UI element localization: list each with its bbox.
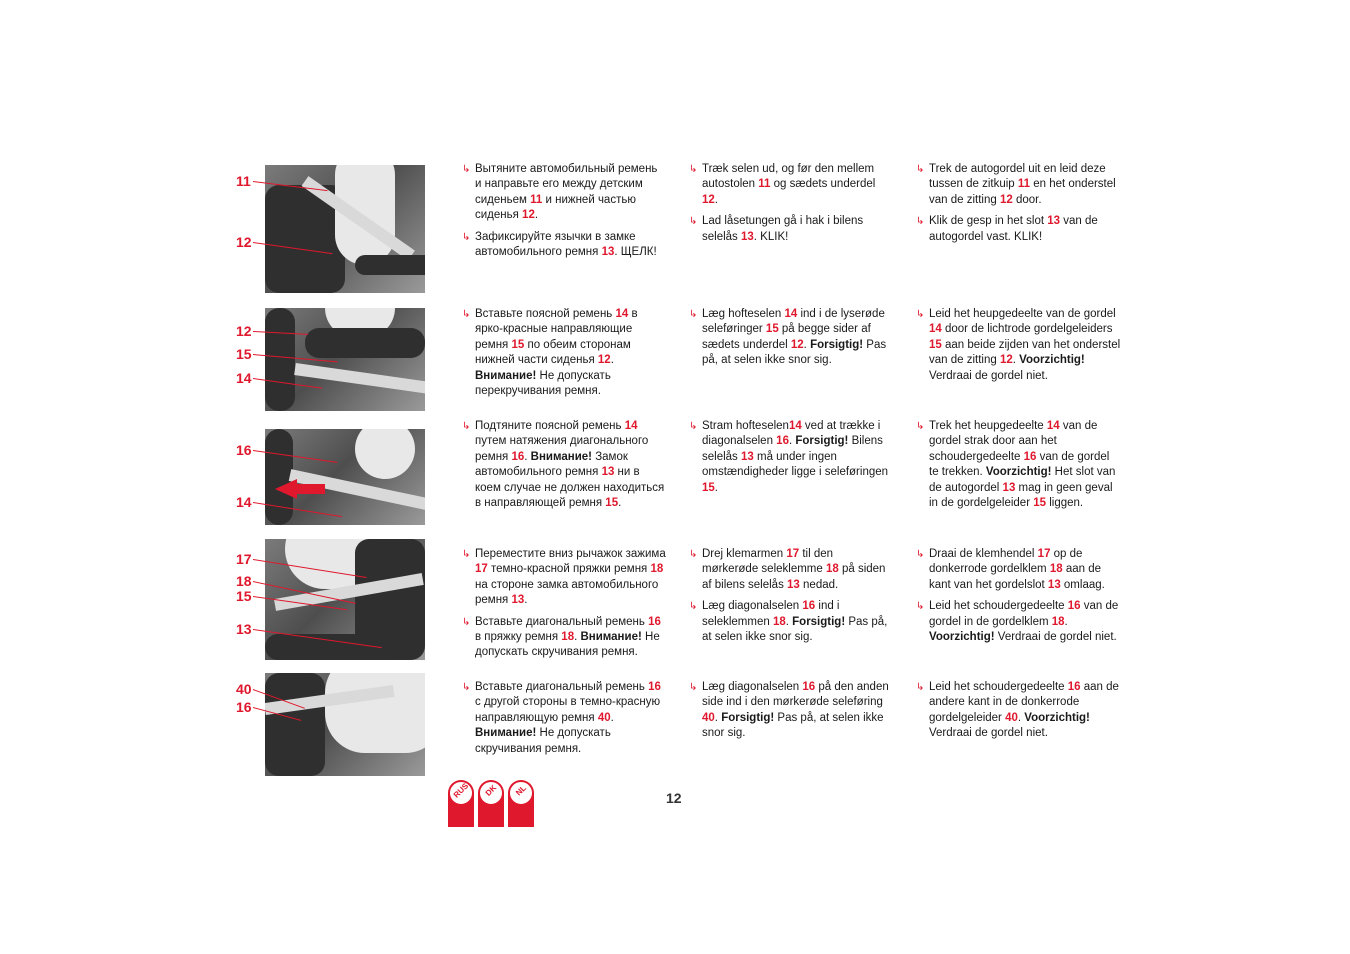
step-text: Læg diagonalselen 16 på den anden side ind i den mørkerøde seleføring 40. Forsigtig! Pas på, at selen ikke snor sig.	[702, 681, 889, 740]
step-text: Læg hofteselen 14 ind i de lyserøde seleføringer 15 på begge sider af sædets underdel 12. Forsigtig! Pas på, at selen ikke snor sig.	[702, 308, 887, 367]
arrow-icon: ↳	[689, 682, 698, 693]
warning-label: Внимание!	[475, 369, 537, 382]
warning-label: Voorzichtig!	[929, 631, 995, 644]
ref-number: 16	[511, 450, 525, 463]
step-text: Leid het heupgedeelte van de gordel 14 door de lichtrode gordelgeleiders 15 aan beide zijden van het onderstel van de zitting 12. Voorzichtig! Verdraai de gordel niet.	[929, 308, 1121, 382]
ref-number: 16	[776, 435, 789, 448]
arrow-icon: ↳	[916, 164, 925, 175]
ref-number: 13	[787, 578, 800, 591]
ref-number: 16	[648, 681, 661, 693]
instruction-step	[462, 230, 667, 261]
photo-step-5	[265, 673, 425, 776]
ref-number: 11	[530, 193, 543, 206]
instruction-step	[689, 162, 889, 208]
instruction-step	[689, 214, 889, 245]
callout-12: 12	[236, 234, 252, 250]
warning-label: Forsigtig!	[795, 435, 849, 448]
ref-number: 17	[786, 548, 800, 560]
instruction-step	[916, 307, 1121, 384]
callout-11: 11	[236, 173, 251, 189]
ref-number: 13	[511, 594, 525, 607]
ref-number: 12	[597, 354, 611, 367]
tab-rus[interactable]	[448, 780, 474, 827]
ref-number: 16	[648, 615, 661, 628]
ref-number: 14	[784, 308, 798, 320]
arrow-icon: ↳	[689, 309, 698, 320]
instruction-step	[462, 162, 667, 224]
instruction-step	[689, 419, 889, 496]
ref-number: 14	[615, 308, 629, 320]
ref-number: 13	[1002, 481, 1016, 494]
ref-number: 14	[788, 420, 802, 432]
ref-number: 14	[624, 420, 638, 432]
ref-number: 18	[561, 631, 575, 644]
ref-number: 18	[1049, 563, 1063, 576]
ref-number: 15	[929, 338, 942, 351]
photo-step-1	[265, 165, 425, 293]
instruction-step	[689, 599, 889, 645]
instruction-step	[462, 547, 667, 609]
warning-label: Voorzichtig!	[1024, 711, 1090, 724]
ref-number: 13	[741, 450, 754, 463]
arrow-icon: ↳	[462, 549, 471, 560]
arrow-icon: ↳	[916, 682, 925, 693]
ref-number: 12	[790, 338, 804, 351]
step-group-rus	[462, 162, 667, 266]
ref-number: 12	[999, 193, 1013, 206]
ref-number: 15	[605, 497, 619, 510]
tab-label: DK	[483, 783, 499, 798]
ref-number: 16	[1067, 600, 1081, 613]
ref-number: 18	[650, 563, 664, 576]
step-text: Stram hofteselen14 ved at trække i diagonalselen 16. Forsigtig! Bilens selelås 13 må under ingen omstændigheder ligge i seleføringen 15.	[702, 420, 889, 494]
warning-label: Forsigtig!	[792, 615, 846, 628]
warning-label: Внимание!	[475, 727, 537, 740]
instruction-step	[916, 599, 1121, 645]
ref-number: 40	[1005, 711, 1018, 724]
step-group-nl	[916, 162, 1121, 251]
ref-number: 12	[999, 354, 1013, 367]
ref-number: 16	[802, 681, 816, 693]
ref-number: 16	[1067, 681, 1081, 693]
step-text: Вытяните автомобильный ремень и направьте его между детским сиденьем 11 и нижней частью сиденья 12.	[475, 163, 658, 222]
ref-number: 15	[702, 481, 715, 494]
step-group-dk	[689, 547, 889, 651]
ref-number: 11	[1017, 178, 1031, 191]
step-group-rus	[462, 419, 667, 517]
warning-label: Внимание!	[530, 450, 592, 463]
ref-number: 13	[601, 246, 615, 259]
ref-number: 14	[929, 323, 942, 336]
photo-step-3	[265, 429, 425, 525]
arrow-icon: ↳	[689, 601, 698, 613]
step-text: Drej klemarmen 17 til den mørkerøde seleklemme 18 på siden af bilens selelås 13 nedad.	[702, 548, 886, 591]
callout-18: 18	[236, 573, 252, 589]
arrow-icon: ↳	[689, 421, 698, 432]
arrow-icon: ↳	[689, 216, 698, 228]
step-text: Вставьте диагональный ремень 16 в пряжку ремня 18. Внимание! Не допускать скручивания ремня.	[475, 615, 661, 659]
step-group-nl	[916, 419, 1121, 517]
ref-number: 17	[1037, 548, 1051, 560]
ref-number: 40	[597, 711, 611, 724]
step-text: Подтяните поясной ремень 14 путем натяжения диагонального ремня 16. Внимание! Замок автомобильного ремня 13 ни в коем случае не должен находиться в направляющей ремня 15.	[475, 420, 665, 510]
callout-14: 14	[236, 494, 252, 510]
step-group-rus	[462, 547, 667, 667]
instruction-step	[916, 162, 1121, 208]
ref-number: 15	[511, 338, 525, 351]
callout-15: 15	[236, 588, 252, 604]
step-group-rus	[462, 680, 667, 763]
instruction-step	[689, 680, 889, 742]
arrow-icon: ↳	[462, 309, 471, 320]
instruction-step	[462, 307, 667, 399]
callout-12: 12	[236, 323, 252, 339]
arrow-icon: ↳	[689, 549, 698, 560]
ref-number: 15	[765, 323, 779, 336]
arrow-icon: ↳	[462, 616, 471, 628]
step-group-rus	[462, 307, 667, 405]
instruction-step	[916, 214, 1121, 245]
warning-label: Voorzichtig!	[985, 466, 1052, 479]
arrow-icon: ↳	[916, 309, 925, 320]
step-text: Klik de gesp in het slot 13 van de autogordel vast. KLIK!	[929, 215, 1098, 243]
step-text: Trek de autogordel uit en leid deze tussen de zitkuip 11 en het onderstel van de zitting 12 door.	[929, 163, 1116, 206]
step-text: Trek het heupgedeelte 14 van de gordel strak door aan het schoudergedeelte 16 van de gordel te trekken. Voorzichtig! Het slot van de autogordel 13 mag in geen geval in de gordelgeleider 15 liggen.	[929, 420, 1116, 510]
arrow-icon: ↳	[689, 164, 698, 175]
ref-number: 13	[1047, 578, 1061, 591]
photo-step-2	[265, 308, 425, 411]
callout-17: 17	[236, 551, 252, 567]
instruction-step	[689, 307, 889, 369]
ref-number: 12	[702, 193, 715, 206]
warning-label: Forsigtig!	[810, 338, 864, 351]
step-group-dk	[689, 307, 889, 375]
ref-number: 12	[522, 209, 535, 222]
instruction-step	[916, 547, 1121, 593]
step-text: Leid het schoudergedeelte 16 aan de andere kant in de donkerrode gordelgeleider 40. Voorzichtig! Verdraai de gordel niet.	[929, 681, 1119, 740]
step-text: Переместите вниз рычажок зажима 17 темно-красной пряжки ремня 18 на стороне замка автомобильного ремня 13.	[475, 548, 666, 607]
step-text: Træk selen ud, og før den mellem autostolen 11 og sædets underdel 12.	[702, 163, 876, 206]
instruction-step	[916, 680, 1121, 742]
step-group-nl	[916, 307, 1121, 390]
arrow-icon: ↳	[462, 682, 471, 693]
step-text: Вставьте поясной ремень 14 в ярко-красные направляющие ремня 15 по обеим сторонам нижней части сиденья 12. Внимание! Не допускать перекручивания ремня.	[475, 308, 638, 398]
step-text: Lad låsetungen gå i hak i bilens selelås 13. KLIK!	[702, 215, 864, 243]
step-text: Leid het schoudergedeelte 16 van de gordel in de gordelklem 18. Voorzichtig! Verdraai de gordel niet.	[929, 600, 1119, 644]
arrow-icon: ↳	[916, 601, 925, 613]
step-text: Læg diagonalselen 16 ind i seleklemmen 18. Forsigtig! Pas på, at selen ikke snor sig.	[702, 600, 888, 644]
ref-number: 17	[475, 563, 488, 576]
arrow-icon: ↳	[916, 421, 925, 432]
arrow-icon: ↳	[462, 421, 471, 432]
instruction-step	[689, 547, 889, 593]
ref-number: 16	[1023, 450, 1037, 463]
step-text: Вставьте диагональный ремень 16 с другой стороны в темно-красную направляющую ремня 40. Внимание! Не допускать скручивания ремня.	[475, 681, 661, 755]
tab-dk[interactable]	[478, 780, 504, 827]
callout-14: 14	[236, 370, 252, 386]
step-text: Draai de klemhendel 17 op de donkerrode gordelklem 18 aan de kant van het gordelslot 13 omlaag.	[929, 548, 1105, 591]
ref-number: 15	[1033, 497, 1047, 510]
tab-label: NL	[514, 783, 528, 798]
step-text: Зафиксируйте язычки в замке автомобильного ремня 13. ЩЕЛК!	[475, 230, 657, 259]
ref-number: 13	[601, 466, 615, 479]
callout-16: 16	[236, 442, 252, 458]
page-number: 12	[666, 790, 682, 806]
instruction-step	[916, 419, 1121, 511]
arrow-icon: ↳	[462, 164, 471, 175]
callout-16: 16	[236, 699, 252, 715]
warning-label: Внимание!	[580, 631, 642, 644]
tab-label: RUS	[451, 781, 471, 800]
warning-label: Forsigtig!	[721, 711, 775, 724]
step-group-dk	[689, 162, 889, 251]
arrow-icon: ↳	[462, 231, 471, 243]
arrow-icon: ↳	[916, 216, 925, 228]
ref-number: 13	[741, 230, 754, 243]
ref-number: 14	[1046, 420, 1060, 432]
ref-number: 16	[802, 600, 816, 613]
arrow-icon: ↳	[916, 549, 925, 560]
callout-15: 15	[236, 346, 252, 362]
instruction-step	[462, 615, 667, 661]
warning-label: Voorzichtig!	[1019, 354, 1085, 367]
ref-number: 40	[702, 711, 715, 724]
ref-number: 13	[1047, 215, 1061, 228]
callout-40: 40	[236, 681, 252, 697]
tab-nl[interactable]	[508, 780, 534, 827]
ref-number: 18	[772, 615, 786, 628]
ref-number: 18	[1051, 615, 1065, 628]
step-group-dk	[689, 680, 889, 748]
ref-number: 11	[758, 178, 771, 191]
instruction-step	[462, 680, 667, 757]
callout-13: 13	[236, 621, 252, 637]
ref-number: 18	[825, 563, 839, 576]
step-group-dk	[689, 419, 889, 502]
instruction-step	[462, 419, 667, 511]
step-group-nl	[916, 547, 1121, 651]
step-group-nl	[916, 680, 1121, 748]
